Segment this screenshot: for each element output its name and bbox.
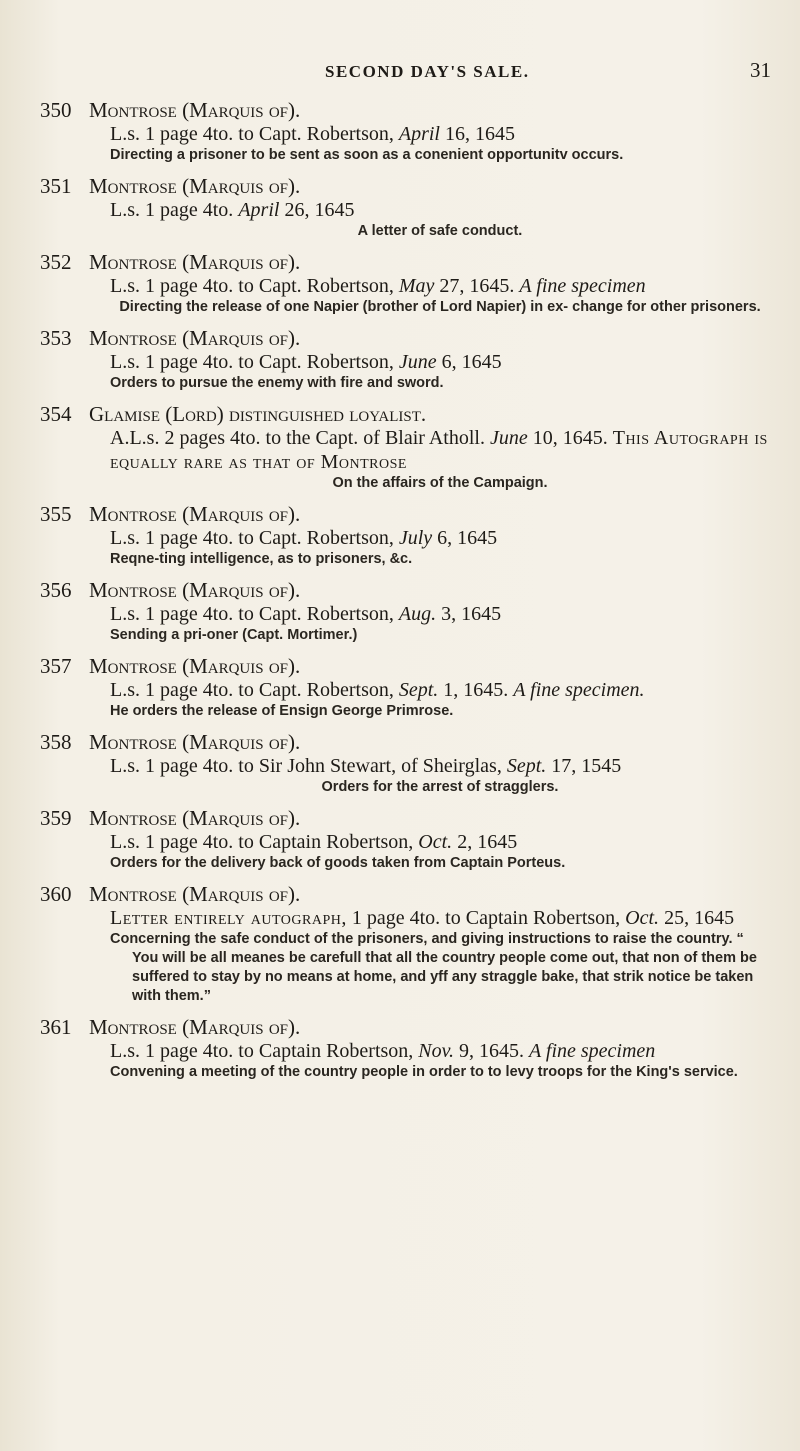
letter-date-month: Sept. [398,679,439,701]
description-text: L.s. 1 page 4to. to Capt. Robertson, [110,603,399,625]
lot-description [110,1039,772,1063]
lot-entry [0,402,800,493]
letter-date-month: Oct. [625,907,660,929]
lot-description [110,426,772,474]
lot-entry [0,806,800,873]
description-text: L.s. 1 page 4to. to Capt. Robertson, [110,351,399,373]
lot-heading: Montrose (Marquis of). [89,654,301,678]
letter-date-rest: 26, 1645 [279,199,355,221]
lot-entry [0,174,800,241]
letter-date-rest: 25, 1645 [659,907,735,929]
rarity-remark: This Autograph is equally rare as that of Montrose [110,427,768,473]
letter-date-month: July [398,527,433,549]
lot-heading: Montrose (Marquis of). [89,98,301,122]
autograph-label: Letter entirely autograph, [110,907,347,929]
lot-description [110,274,772,298]
page-header [0,58,800,92]
lot-heading: Montrose (Marquis of). [89,174,301,198]
lot-number: 352 [40,250,72,274]
letter-date-rest: 9, 1645. [454,1040,530,1062]
lot-number: 355 [40,502,72,526]
lot-number: 353 [40,326,72,350]
description-text: L.s. 1 page 4to. to Capt. Robertson, [110,123,399,145]
lot-heading: Montrose (Marquis of). [89,578,301,602]
lot-note: Sending a pri-oner (Capt. Mortimer.) [110,627,358,643]
letter-date-rest: 3, 1645 [436,603,502,625]
lot-heading: Montrose (Marquis of). [89,882,301,906]
lot-entry [0,730,800,797]
letter-date-rest: 1, 1645. [438,679,514,701]
lot-note: Convening a meeting of the country people in order to to levy troops for the King's service. [110,1064,738,1080]
page-number: 31 [750,58,771,82]
lot-entry [0,1015,800,1082]
lot-description [110,526,772,550]
lot-number: 357 [40,654,72,678]
lot-heading: Montrose (Marquis of). [89,1015,301,1039]
lot-note: He orders the release of Ensign George Primrose. [110,703,454,719]
lot-note: Orders for the delivery back of goods taken from Captain Porteus. [110,855,566,871]
lot-number: 351 [40,174,72,198]
lot-number: 354 [40,402,72,426]
lot-heading: Montrose (Marquis of). [89,326,301,350]
lot-entry [0,882,800,1006]
description-text: L.s. 1 page 4to. to Capt. Robertson, [110,275,399,297]
description-text: L.s. 1 page 4to. to Sir John Stewart, of Sheirglas, [110,755,507,777]
lot-description [110,906,772,930]
lot-heading: Montrose (Marquis of). [89,502,301,526]
lot-entry [0,578,800,645]
lot-description [110,350,772,374]
lot-number: 359 [40,806,72,830]
lot-note: Concerning the safe conduct of the prisoners, and giving instructions to raise the country. “ You will be all meanes be carefull that all the country people come out, that non of them be suffered to stay by no means at home, and yff any straggle bake, that strik notice be taken with them.” [110,931,757,1004]
description-text: A.L.s. 2 pages 4to. to the Capt. of Blair Atholl. [110,427,490,449]
letter-date-rest: 6, 1645 [432,527,498,549]
letter-date-rest: 6, 1645 [436,351,502,373]
lot-note: Directing the release of one Napier (brother of Lord Napier) in ex- change for other prisoners. [119,299,761,315]
lot-number: 358 [40,730,72,754]
lot-number: 361 [40,1015,72,1039]
lot-list [0,98,800,1091]
lot-description [110,678,772,702]
letter-date-rest: 10, 1645. [527,427,613,449]
letter-date-month: Sept. [506,755,547,777]
letter-date-rest: 27, 1645. [434,275,520,297]
lot-number: 360 [40,882,72,906]
lot-number: 350 [40,98,72,122]
letter-date-month: June [489,427,528,449]
specimen-remark: A fine specimen [529,1040,656,1062]
lot-note: Orders to pursue the enemy with fire and sword. [110,375,444,391]
running-title: SECOND DAY'S SALE. [325,62,530,81]
lot-description [110,754,772,778]
letter-date-month: Nov. [418,1040,455,1062]
lot-heading: Montrose (Marquis of). [89,806,301,830]
lot-entry [0,250,800,317]
letter-date-rest: 2, 1645 [452,831,518,853]
lot-description [110,830,772,854]
lot-entry [0,98,800,165]
letter-date-rest: 16, 1645 [439,123,515,145]
description-text: L.s. 1 page 4to. to Captain Robertson, [110,1040,419,1062]
letter-date-month: May [398,275,435,297]
letter-date-month: April [398,123,440,145]
lot-entry [0,326,800,393]
letter-date-rest: 17, 1545 [546,755,622,777]
letter-date-month: Aug. [398,603,437,625]
lot-note: Directing a prisoner to be sent as soon as a conenient opportunitv occurs. [110,147,624,163]
lot-note: On the affairs of the Campaign. [332,475,548,491]
lot-entry [0,654,800,721]
description-text: L.s. 1 page 4to. to Captain Robertson, [110,831,419,853]
lot-description [110,198,772,222]
lot-note: A letter of safe conduct. [357,223,523,239]
description-text: 1 page 4to. to Captain Robertson, [346,907,626,929]
lot-number: 356 [40,578,72,602]
specimen-remark: A fine specimen [519,275,646,297]
description-text: L.s. 1 page 4to. to Capt. Robertson, [110,527,399,549]
lot-description [110,602,772,626]
lot-note: Orders for the arrest of stragglers. [321,779,559,795]
letter-date-month: June [398,351,437,373]
letter-date-month: April [238,199,280,221]
specimen-remark: A fine specimen. [513,679,645,701]
description-text: L.s. 1 page 4to. to Capt. Robertson, [110,679,399,701]
lot-heading: Montrose (Marquis of). [89,730,301,754]
lot-heading: Glamise (Lord) distinguished loyalist. [89,402,427,426]
letter-date-month: Oct. [418,831,453,853]
lot-heading: Montrose (Marquis of). [89,250,301,274]
lot-note: Reqne-ting intelligence, as to prisoners, &c. [110,551,413,567]
description-text: L.s. 1 page 4to. [110,199,239,221]
lot-entry [0,502,800,569]
lot-description [110,122,772,146]
